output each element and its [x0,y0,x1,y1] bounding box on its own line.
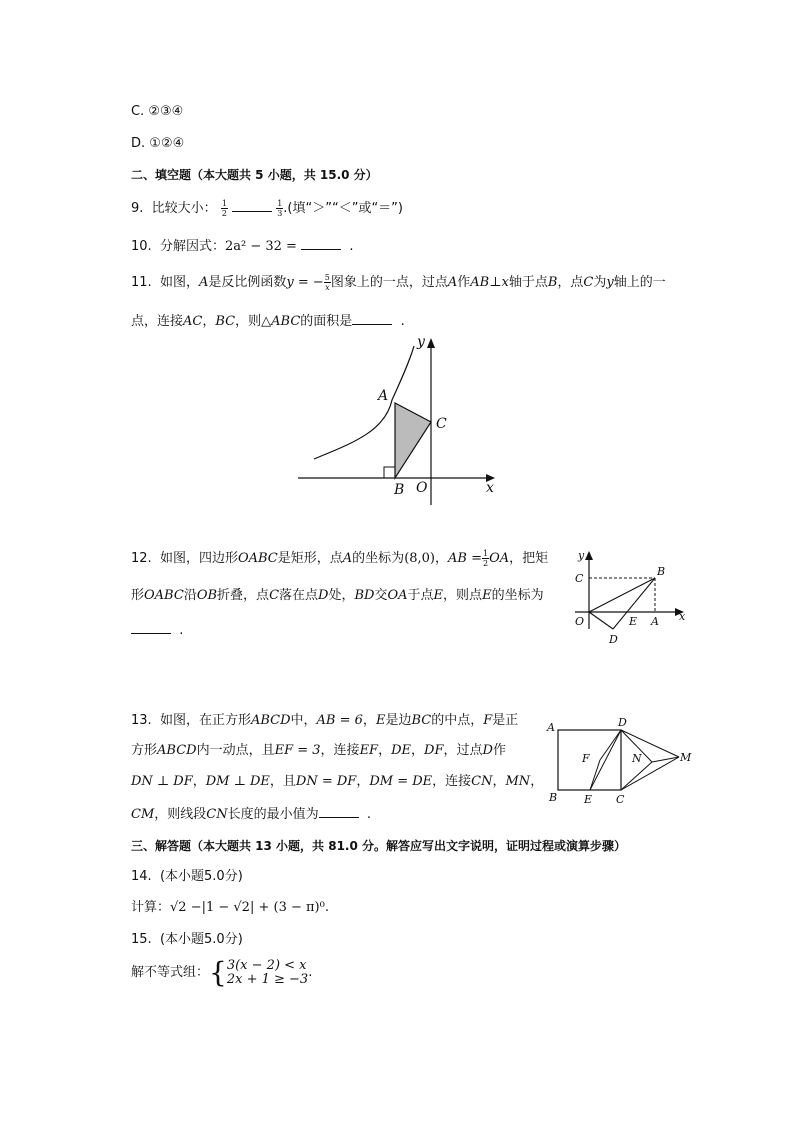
text-span: ，连接 [432,774,472,789]
question-11-line-2 [131,312,405,331]
text-span: OA [489,551,510,566]
text-span: 交 [374,588,388,603]
text-span: 内一动点，且 [196,743,275,758]
text-span: OABC [237,551,278,566]
section-title-fill-in: 二、填空题（本大题共 5 小题，共 15.0 分） [131,168,378,182]
text-span: (本小题5.0分) [159,932,243,947]
text-span: ，则点 [443,588,483,603]
text-span: (本小题5.0分) [159,869,243,884]
text-span: ，则线段 [154,807,207,822]
text-span: C [269,588,280,603]
text-span: 是正 [492,713,519,728]
text-span: D. [131,136,146,151]
text-span: ，则 [235,314,262,329]
text-span: 落在点 [279,588,319,603]
text-span: 的坐标为 [491,588,544,603]
text-span: △ABC [261,314,301,329]
text-span: ，连接 [320,743,360,758]
segment-de [590,730,621,790]
text-span: ，且 [269,774,296,789]
label-d: D [618,716,627,729]
text-span: MN [505,774,531,789]
text-span: 1 [277,199,283,208]
question-12-line-2 [131,587,544,605]
question-9 [131,199,403,218]
text-span: AC [183,314,203,329]
text-span: 2 [483,559,489,568]
text-span: 如图，四边形 [159,551,238,566]
figure-12-rectangle-fold [565,545,695,650]
triangle-abc [395,403,431,478]
label-d: D [609,633,618,646]
option-c [131,103,183,121]
text-span: 的中点， [431,713,484,728]
text-span: ， [356,774,370,789]
text-span: DM ⊥ DE [205,774,270,789]
text-span: 如图， [159,275,199,290]
text-span: . [400,314,405,329]
left-brace: { [209,955,227,989]
text-span: 的面积是 [300,314,353,329]
text-span: B [547,275,558,290]
label-a: A [547,721,555,734]
y-axis-arrow [585,551,593,560]
label-o: O [575,615,585,628]
segment-df [600,730,621,760]
segment-cn [621,762,652,790]
text-span: ，把矩 [509,551,549,566]
text-span: F [483,713,493,728]
text-span: 9. [131,201,144,216]
text-span: ABCD [157,743,197,758]
text-span: D [318,588,329,603]
text-span: ， [202,314,216,329]
text-span: 13. [131,713,152,728]
label-e: E [584,793,593,806]
text-span: ， [435,551,449,566]
label-x: x [486,480,494,496]
text-span: OABC [144,588,184,603]
text-span: 沿 [183,588,197,603]
text-span: ⊥ [489,275,502,290]
text-span: 轴上的一 [613,275,666,290]
text-span: 5 [324,273,330,282]
text-span: . [179,623,184,638]
text-span: ， [192,774,206,789]
text-span: OA [387,588,408,603]
text-span: 是边 [385,713,412,728]
text-span: 作 [492,743,506,758]
label-e: E [629,615,638,628]
option-d [131,135,184,153]
question-13-line-4 [131,805,371,824]
answer-blank [232,199,272,212]
text-span: 1 [221,199,227,208]
text-span: ②③④ [148,104,184,119]
text-span: (8,0) [404,551,436,566]
text-span: 2 [221,209,227,218]
text-span: C. [131,104,145,119]
text-span: E [433,588,444,603]
label-n: N [632,752,642,765]
text-span: 折叠，点 [217,588,270,603]
label-b: B [549,791,558,804]
text-span: 的坐标为 [352,551,405,566]
text-span: 比较大小： [151,201,217,216]
text-span: .(填“＞”“＜”或“＝”) [283,201,403,216]
text-span: AB = [448,551,482,566]
text-span: 计算： [131,900,171,915]
fraction-one-half [221,199,228,218]
text-span: 11. [131,275,152,290]
text-span: 于点 [407,588,434,603]
answer-blank [301,237,341,250]
segment-dm [621,730,679,757]
question-13-line-1 [131,712,518,730]
text-span: . [366,807,372,822]
text-span: 如图，在正方形 [159,713,251,728]
text-span: ， [492,774,506,789]
text-span: A [342,551,353,566]
question-15-header [131,931,243,949]
text-span: C [583,275,594,290]
text-span: DF [424,743,444,758]
figure-11-hyperbola [290,330,510,515]
label-a: A [378,388,389,404]
text-span: BC [215,314,236,329]
answer-blank [319,805,359,818]
text-span: x [501,275,509,290]
question-13-line-3 [131,773,543,791]
y-axis-arrow [427,338,435,348]
text-span: DN ⊥ DF [131,774,193,789]
text-span: 处， [328,588,355,603]
text-span: 14. [131,869,152,884]
section-title-solve: 三、解答题（本大题共 13 小题，共 81.0 分。解答应写出文字说明，证明过程或演算步骤） [131,839,627,853]
text-span: 轴于点 [508,275,548,290]
text-span: ， [362,713,376,728]
label-c: C [616,793,625,806]
text-span: x [325,283,330,292]
text-span: 分解因式： [159,239,225,254]
segment-ob [589,578,655,612]
label-c: C [575,572,584,585]
text-span: BD [354,588,375,603]
text-span: 2a² − 32 = [224,239,297,254]
question-12-line-3 [131,621,183,640]
segment-ef [590,760,600,790]
text-span: 解不等式组： [131,965,210,980]
text-span: 长度的最小值为 [227,807,319,822]
label-c: C [436,416,447,432]
segment-cm [621,757,679,790]
label-b: B [657,565,666,578]
question-12-line-1 [131,549,548,568]
text-span: 作 [457,275,471,290]
text-span: 3 [277,209,283,218]
label-m: M [680,751,692,764]
text-span: y = − [286,275,324,290]
text-span: ，过点 [443,743,483,758]
text-span: . [308,965,313,980]
text-span: 12. [131,551,152,566]
text-span: BC [411,713,432,728]
text-span: 为 [593,275,607,290]
text-span: 点，连接 [131,314,184,329]
question-10 [131,237,353,256]
inequality-system [227,959,308,987]
text-span: CN [206,807,228,822]
text-span: AB [470,275,490,290]
segment-od [589,612,613,629]
text-span: ， [411,743,425,758]
question-14-header [131,868,243,886]
label-f: F [582,752,590,765]
text-span: 形 [131,588,145,603]
text-span: ， [530,774,544,789]
text-span: 3(x − 2) < x [226,957,307,973]
text-span: ， [378,743,392,758]
text-span: ，点 [557,275,584,290]
fraction-five-over-x [324,273,331,292]
text-span: DN = DF [295,774,357,789]
text-span: A [198,275,209,290]
text-span: ①②④ [149,136,185,151]
text-span: y [606,275,614,290]
text-span: 15. [131,932,152,947]
text-span: 中， [290,713,317,728]
figure-13-square [540,712,700,812]
text-span: 图象上的一点，过点 [330,275,448,290]
question-11-line-1 [131,273,666,292]
label-y: y [578,549,585,562]
text-span: D [482,743,493,758]
text-span: ABCD [250,713,291,728]
text-span: √2 −|1 − √2| + (3 − π)⁰. [170,900,329,915]
text-span: 10. [131,239,152,254]
text-span: CM [131,807,155,822]
text-span: A [447,275,458,290]
text-span: 是矩形，点 [277,551,343,566]
label-x: x [679,610,686,623]
text-span: 2x + 1 ≥ −3 [226,971,309,987]
label-y: y [417,334,425,350]
answer-blank [352,312,392,325]
question-15-body [131,955,313,989]
label-a: A [651,615,659,628]
answer-blank [131,621,171,634]
label-b: B [394,482,405,498]
text-span: E [482,588,492,603]
text-span: EF [359,743,379,758]
question-13-line-2 [131,742,506,760]
question-14-body [131,899,329,917]
text-span: 1 [483,549,489,558]
text-span: DE [391,743,412,758]
text-span: 方形 [131,743,158,758]
right-angle-mark [384,467,395,478]
text-span: 是反比例函数 [208,275,287,290]
text-span: CN [471,774,493,789]
label-o: O [416,480,428,496]
text-span: E [375,713,386,728]
text-span: . [349,239,354,254]
text-span: DM = DE [369,774,433,789]
text-span: OB [196,588,218,603]
text-span: EF = 3 [274,743,321,758]
text-span: AB = 6 [316,713,363,728]
